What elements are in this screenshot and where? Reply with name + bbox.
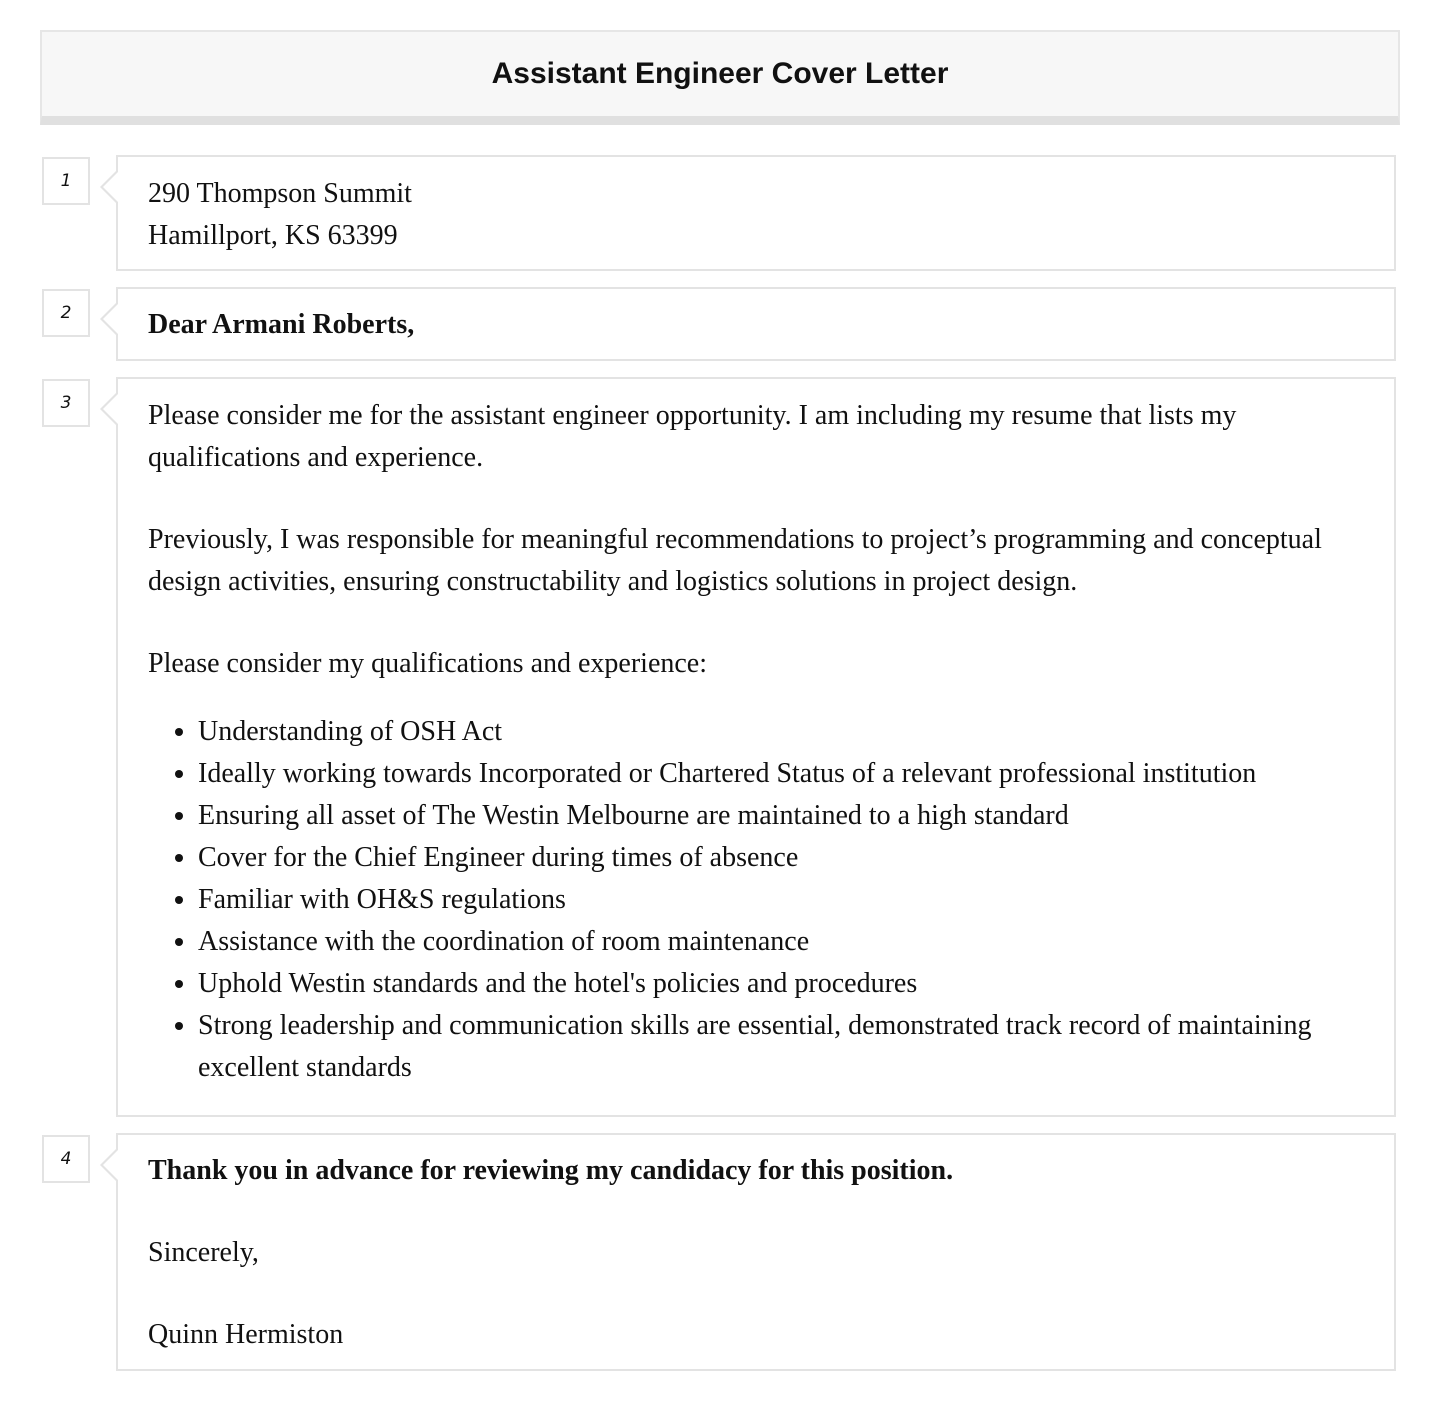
previous-paragraph: Previously, I was responsible for meaningful recommendations to project’s programming and conceptual design activities, ensuring constructability and logistics solutions in project design. [148,524,1322,597]
greeting-card [116,287,1396,361]
list-item: • Uphold Westin standards and the hotel's policies and procedures [198,963,1364,1005]
address-line-1: 290 Thompson Summit [148,178,412,209]
list-item: • Strong leadership and communication skills are essential, demonstrated track record of maintaining excellent standards [198,1005,1364,1089]
section-number: 1 [42,157,90,205]
page-header [40,30,1400,125]
closing-card [116,1133,1396,1371]
closing-text: Sincerely, [148,1237,259,1268]
list-item: • Ideally working towards Incorporated or Chartered Status of a relevant professional institution [198,753,1364,795]
list-item: • Cover for the Chief Engineer during times of absence [198,837,1364,879]
address-line-2: Hamillport, KS 63399 [148,220,398,251]
list-item: • Familiar with OH&S regulations [198,879,1364,921]
intro-paragraph: Please consider me for the assistant engineer opportunity. I am including my resume that lists my qualifications and experience. [148,400,1237,473]
qualifications-list [148,711,1364,1089]
list-item: • Ensuring all asset of The Westin Melbourne are maintained to a high standard [198,795,1364,837]
section-number: 3 [42,379,90,427]
body-card [116,377,1396,1117]
address-card [116,155,1396,271]
list-item: • Understanding of OSH Act [198,711,1364,753]
section-number: 2 [42,289,90,337]
list-intro: Please consider my qualifications and experience: [148,648,708,679]
signature: Quinn Hermiston [148,1319,344,1350]
greeting: Dear Armani Roberts, [148,309,415,340]
page-title: Assistant Engineer Cover Letter [491,57,949,90]
list-item: • Assistance with the coordination of room maintenance [198,921,1364,963]
thanks-text: Thank you in advance for reviewing my candidacy for this position. [148,1155,954,1186]
section-number: 4 [42,1135,90,1183]
